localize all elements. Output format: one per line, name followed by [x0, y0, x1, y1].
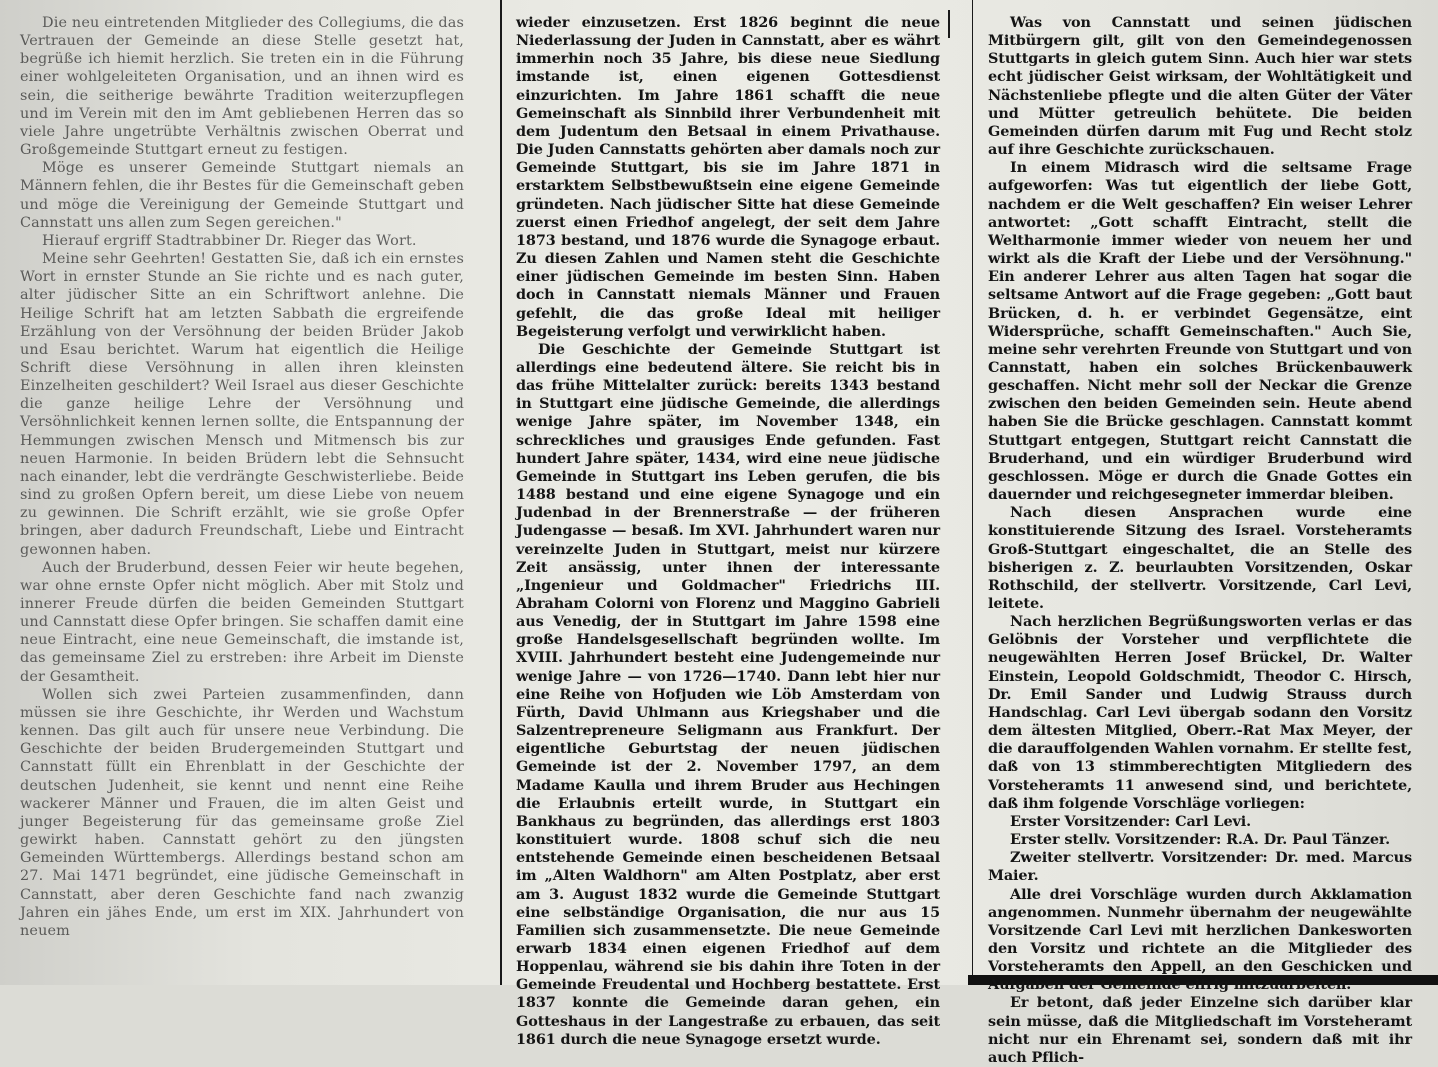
text-column-right: [988, 14, 1412, 1067]
column-rule-right: [972, 0, 973, 985]
paragraph: Hierauf ergriff Stadtrabbiner Dr. Rieger das Wort.: [42, 232, 417, 249]
paragraph: Möge es unserer Gemeinde Stuttgart niemals an Männern fehlen, die ihr Bestes für die Gemeinschaft geben und möge die Vereinigung der Gemeinde Stuttgart und Cannstatt uns allen zum Segen gereichen.": [20, 160, 464, 231]
paragraph: Die neu eintretenden Mitglieder des Collegiums, die das Vertrauen der Gemeinde an diese Stelle gesetzt hat, begrüße ich hiemit herzlich. Sie treten ein in die Führung einer wohlgeleiteten Organisation, und an ihnen wird es sein, die seitherige bewährte Tradition weiterzupflegen und im Verein mit den im Amt gebliebenen Herren das so viele Jahre ungetrübte Verhältnis zwischen Oberrat und Großgemeinde Stuttgart erneut zu festigen.: [20, 15, 464, 159]
paragraph: Meine sehr Geehrten! Gestatten Sie, daß ich ein ernstes Wort in ernster Stunde an Sie richte und es nach guter, alter jüdischer Sitte an ein Schriftwort anlehne. Die Heilige Schrift hat am letzten Sabbath die ergreifende Erzählung von der Versöhnung der beiden Brüder Jakob und Esau berichtet. Warum hat eigentlich die Heilige Schrift diese Versöhnung in allen ihren kleinsten Einzelheiten geschildert? Weil Israel aus dieser Geschichte die ganze heilige Lehre der Versöhnung und Versöhnlichkeit kennen lernen sollte, die Entspannung der Hemmungen zwischen Mensch und Mitmensch bis zur neuen Harmonie. In beiden Brüdern lebt die Sehnsucht nach einander, lebt die verdrängte Geschwisterliebe. Beide sind zu großen Opfern bereit, um diese Liebe von neuem zu gewinnen. Die Schrift erzählt, wie sie große Opfer bringen, aber dadurch Freundschaft, Liebe und Eintracht gewonnen haben.: [20, 251, 464, 558]
election-result-line: Erster stellv. Vorsitzender: R.A. Dr. Paul Tänzer.: [1010, 831, 1391, 849]
election-result-line: Erster Vorsitzender: Carl Levi.: [1010, 812, 1252, 830]
paragraph: Er betont, daß jeder Einzelne sich darüber klar sein müsse, daß die Mitgliedschaft im Vorsteheramt nicht nur ein Ehrenamt sei, sondern daß mit ihr auch Pflich-: [988, 994, 1412, 1066]
paragraph: In einem Midrasch wird die seltsame Frage aufgeworfen: Was tut eigentlich der liebe Gott, nachdem er die Welt geschaffen? Ein weiser Lehrer antwortet: „Gott schafft Eintracht, stellt die Weltharmonie immer wieder von neuem her und wirkt als die Kraft der Liebe und der Versöhnung." Ein anderer Lehrer aus alten Tagen hat sogar die seltsame Antwort auf die Frage gegeben: „Gott baut Brücken, d. h. er verbindet Gegensätze, eint Widersprüche, schafft Gemeinschaften." Auch Sie, meine sehr verehrten Freunde von Stuttgart und von Cannstatt, haben ein solches Brückenbauwerk geschaffen. Nicht mehr soll der Neckar die Grenze zwischen den beiden Gemeinden sein. Heute abend haben Sie die Brücke geschlagen. Cannstatt kommt Stuttgart entgegen, Stuttgart reicht Cannstatt die Bruderhand, und ein würdiger Bruderbund wird geschlossen. Möge er durch die Gnade Gottes ein dauernder und reichgesegneter immerdar bleiben.: [988, 159, 1412, 504]
paragraph: Nach herzlichen Begrüßungsworten verlas er das Gelöbnis der Vorsteher und verpflichtete die neugewählten Herren Josef Brückel, Dr. Walter Einstein, Leopold Goldschmidt, Theodor C. Hirsch, Dr. Emil Sander und Ludwig Strauss durch Handschlag. Carl Levi übergab sodann den Vorsitz dem ältesten Mitglied, Oberr.-Rat Max Meyer, der die darauffolgenden Wahlen vornahm. Er stellte fest, daß von 13 stimmberechtigten Mitgliedern des Vorsteheramts 11 anwesend sind, und berichtete, daß ihm folgende Vorschläge vorliegen:: [988, 613, 1412, 812]
column-rule-left: [500, 0, 502, 985]
text-column-middle: [516, 14, 940, 1049]
paragraph: Die Geschichte der Gemeinde Stuttgart ist allerdings eine bedeutend ältere. Sie reicht bis in das frühe Mittelalter zurück: bereits 1343 bestand in Stuttgart eine jüdische Gemeinde, die allerdings wenige Jahre später, im November 1348, ein schreckliches und grausiges Ende gefunden. Fast hundert Jahre später, 1434, wird eine neue jüdische Gemeinde in Stuttgart ins Leben gerufen, die bis 1488 bestand und eine eigene Synagoge und ein Judenbad in der Brennerstraße — der früheren Judengasse — besaß. Im XVI. Jahrhundert waren nur vereinzelte Juden in Stuttgart, meist nur kürzere Zeit ansässig, unter ihnen der interessante „Ingenieur und Goldmacher" Friedrichs III. Abraham Colorni von Florenz und Maggino Gabrieli aus Venedig, der in Stuttgart im Jahre 1598 eine große Handelsgesellschaft begründen wollte. Im XVIII. Jahrhundert besteht eine Judengemeinde nur wenige Jahre — von 1726—1740. Dann lebt hier nur eine Reihe von Hofjuden wie Löb Amsterdam von Fürth, David Uhlmann aus Kriegshaber und die Salzentrepreneure Seligmann aus Frankfurt. Der eigentliche Geburtstag der neuen jüdischen Gemeinde ist der 2. November 1797, an dem Madame Kaulla und ihrem Bruder aus Hechingen die Erlaubnis erteilt wurde, in Stuttgart ein Bankhaus zu begründen, das allerdings erst 1803 konstituiert wurde. 1808 schuf sich die neu entstehende Gemeinde einen bescheidenen Betsaal im „Alten Waldhorn" am Alten Postplatz, aber erst am 3. August 1832 wurde die Gemeinde Stuttgart eine selbständige Organisation, die nur aus 15 Familien sich zusammensetzte. Die neue Gemeinde erwarb 1834 einen eigenen Friedhof auf dem Hoppenlau, während sie bis dahin ihre Toten in der Gemeinde Freudental und Hochberg bestattete. Erst 1837 konnte die Gemeinde daran gehen, ein Gotteshaus in der Langestraße zu erbauen, das seit 1861 durch die neue Synagoge ersetzt wurde.: [516, 340, 940, 1048]
paragraph: Auch der Bruderbund, dessen Feier wir heute begehen, war ohne ernste Opfer nicht möglich. Aber mit Stolz und innerer Freude dürfen die beiden Gemeinden Stuttgart und Cannstatt diese Opfer bringen. Sie schaffen damit eine neue Eintracht, eine neue Gemeinschaft, die imstande ist, das gemeinsame Ziel zu erstreben: ihre Arbeit im Dienste der Gesamtheit.: [20, 559, 464, 685]
column-rule-mark: [948, 10, 950, 38]
paragraph: Nach diesen Ansprachen wurde eine konstituierende Sitzung des Israel. Vorsteheramts Groß-Stuttgart eingeschaltet, die an Stelle des bisherigen z. Z. beurlaubten Vorsitzenden, Oskar Rothschild, der stellvertr. Vorsitzende, Carl Levi, leitete.: [988, 504, 1412, 612]
election-result-line: Zweiter stellvertr. Vorsitzender: Dr. med. Marcus Maier.: [988, 849, 1412, 885]
paragraph: Wollen sich zwei Parteien zusammenfinden, dann müssen sie ihre Geschichte, ihr Werden und Wachstum kennen. Das gilt auch für unsere neue Verbindung. Die Geschichte der beiden Brudergemeinden Stuttgart und Cannstatt füllt ein Ehrenblatt in der Geschichte der deutschen Judenheit, sie kennt und nennt eine Reihe wackerer Männer und Frauen, die im alten Geist und junger Begeisterung für das gemeinsame große Ziel gewirkt haben. Cannstatt gehört zu den jüngsten Gemeinden Württembergs. Allerdings bestand schon am 27. Mai 1471 begründet, eine jüdische Gemeinschaft in Cannstatt, aber deren Geschichte fand nach zwanzig Jahren ein jähes Ende, um erst im XIX. Jahrhundert von neuem: [20, 686, 464, 939]
text-column-left: [20, 14, 464, 940]
paragraph: Alle drei Vorschläge wurden durch Akklamation angenommen. Nunmehr übernahm der neugewählte Vorsitzende Carl Levi mit herzlichen Dankesworten den Vorsitz und richtete an die Mitglieder des Vorsteheramts den Appell, an den Geschicken und Aufgaben der Gemeinde eifrig mitzuarbeiten.: [988, 885, 1412, 994]
paragraph: wieder einzusetzen. Erst 1826 beginnt die neue Niederlassung der Juden in Cannstatt, aber es währt immerhin noch 35 Jahre, bis diese neue Siedlung imstande ist, einen eigenen Gottesdienst einzurichten. Im Jahre 1861 schafft die neue Gemeinschaft als Sinnbild ihrer Verbundenheit mit dem Judentum den Betsaal in einem Privathause. Die Juden Cannstatts gehörten aber damals noch zur Gemeinde Stuttgart, bis sie im Jahre 1871 in erstarktem Selbstbewußtsein eine eigene Gemeinde gründeten. Nach jüdischer Sitte hat diese Gemeinde zuerst einen Friedhof angelegt, der seit dem Jahre 1873 bestand, und 1876 wurde die Synagoge erbaut. Zu diesen Zahlen und Namen steht die Geschichte einer jüdischen Gemeinde im besten Sinn. Haben doch in Cannstatt niemals Männer und Frauen gefehlt, die das große Ideal mit heiliger Begeisterung verfolgt und verwirklicht haben.: [516, 14, 940, 340]
paragraph: Was von Cannstatt und seinen jüdischen Mitbürgern gilt, gilt von den Gemeindegenossen Stuttgarts in gleich gutem Sinn. Auch hier war stets echt jüdischer Geist wirksam, der Wohltätigkeit und Nächstenliebe pflegte und die alten Güter der Väter und Mütter getreulich behütete. Die beiden Gemeinden dürfen darum mit Fug und Recht stolz auf ihre Geschichte zurückschauen.: [988, 14, 1412, 159]
